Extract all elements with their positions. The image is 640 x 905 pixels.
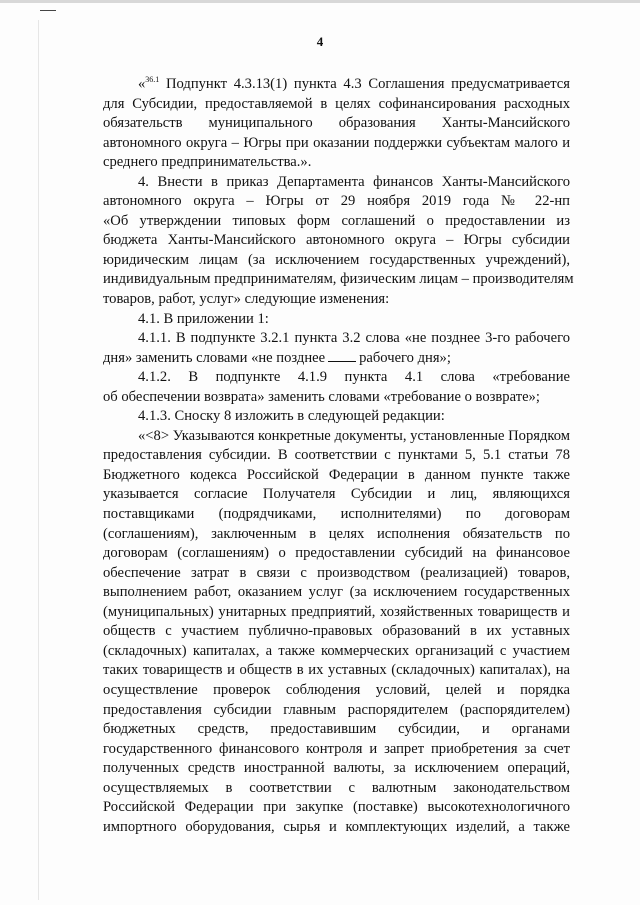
text-line: обязательств муниципального образования Ханты-Мансийского — [103, 115, 570, 132]
paragraph-item-4-1-3 — [103, 407, 570, 427]
text-line: бюджетных средств, предоставившим субсидии, и органами — [103, 721, 570, 738]
text-fragment: Подпункт 4.3.13(1) пункта 4.3 Соглашения предусматривается — [159, 76, 570, 92]
text-fragment: дня» заменить словами «не позднее — [103, 349, 326, 366]
text-line: товаров, работ, услуг» следующие изменения: — [103, 291, 390, 308]
text-line: осуществление проверок соблюдения условий, целей и порядка — [103, 681, 570, 698]
paragraph-item-4-1-2 — [103, 368, 570, 407]
page-number: 4 — [316, 34, 324, 49]
text-line: указывается согласие Получателя Субсидии и лиц, являющихся — [103, 486, 570, 503]
text-line: автономного округа – Югры при оказании поддержки субъектам малого и — [103, 134, 570, 151]
text-line: (складочных) капиталах, а также коммерческих организаций с участием — [103, 642, 570, 659]
paragraph-item-4-1 — [103, 310, 570, 330]
text-line: обеспечение затрат в связи с производством (реализацией) товаров, — [103, 564, 570, 581]
text-line: Бюджетного кодекса Российской Федерации в данном пункте также — [103, 466, 570, 483]
scan-edge-top — [0, 0, 640, 3]
text-line: об обеспечении возврата» заменить словами «требование о возврате»; — [103, 388, 540, 405]
text-line: «<8> Указываются конкретные документы, установленные Порядком — [138, 427, 570, 444]
opening-quote: « — [138, 76, 146, 92]
paragraph-item-4 — [103, 173, 574, 310]
text-line: таких товариществ и обществ в их уставных (складочных) капиталах), на — [103, 662, 570, 679]
text-line: юридическим лицам (за исключением государственных учреждений), — [103, 251, 570, 268]
paragraph-footnote-36-1 — [103, 70, 570, 173]
text-line: Российской Федерации при закупке (поставке) высокотехнологичного — [103, 799, 570, 816]
text-line: полученных средств иностранной валюты, за исключением операций, — [103, 760, 570, 777]
text-fragment: рабочего дня»; — [359, 349, 451, 366]
text-line: импортного оборудования, сырья и комплектующих изделий, а также — [103, 818, 570, 835]
text-line: осуществляемых в соответствии с валютным законодательством — [103, 779, 570, 796]
text-line: 4.1.1. В подпункте 3.2.1 пункта 3.2 слова «не позднее 3-го рабочего — [138, 330, 570, 347]
blank-fill-line — [328, 349, 356, 362]
text-line: 4.1.2. В подпункте 4.1.9 пункта 4.1 слова «требование — [138, 369, 570, 386]
footnote-superscript: 36.1 — [145, 75, 160, 84]
text-line: бюджета Ханты-Мансийского автономного округа – Югры субсидии — [103, 232, 570, 249]
text-line: договорам (соглашениям) о предоставлении субсидий на финансовое — [103, 545, 570, 562]
text-line: 4.1.3. Сноску 8 изложить в следующей редакции: — [138, 408, 445, 425]
text-line: автономного округа – Югры от 29 ноября 2019 года № 22-нп — [103, 193, 570, 210]
text-line: предоставления субсидии. В соответствии с пунктами 5, 5.1 статьи 78 — [103, 447, 570, 464]
paragraph-footnote-8-text — [103, 427, 570, 837]
text-line: поставщиками (подрядчиками, исполнителями) по договорам — [103, 506, 570, 523]
text-line: 4. Внести в приказ Департамента финансов Ханты-Мансийского — [138, 173, 570, 190]
text-line: (соглашениям), заключенным в целях исполнения обязательств по — [103, 525, 570, 542]
paragraph-item-4-1-1 — [103, 329, 570, 368]
text-line: предоставления субсидии главным распорядителем (распорядителем) — [103, 701, 570, 718]
scan-edge-left — [38, 20, 39, 900]
text-line: для Субсидии, предоставляемой в целях софинансирования расходных — [103, 95, 570, 112]
text-line: «Об утверждении типовых форм соглашений о предоставлении из — [103, 212, 570, 229]
text-line: индивидуальным предпринимателям, физическим лицам – производителям — [103, 271, 574, 288]
text-line — [103, 70, 570, 95]
text-line: обществ с участием публично-правовых образований в их уставных — [103, 623, 570, 640]
text-line: среднего предпринимательства.». — [103, 154, 312, 171]
text-line: 4.1. В приложении 1: — [138, 310, 269, 327]
text-line — [103, 349, 570, 369]
text-line: государственного финансового контроля и запрет приобретения за счет — [103, 740, 570, 757]
document-body — [103, 70, 574, 837]
text-line: (муниципальных) унитарных предприятий, хозяйственных товариществ и — [103, 603, 570, 620]
scan-corner-mark — [40, 0, 56, 11]
text-line: выполнением работ, оказанием услуг (за исключением государственных — [103, 584, 570, 601]
